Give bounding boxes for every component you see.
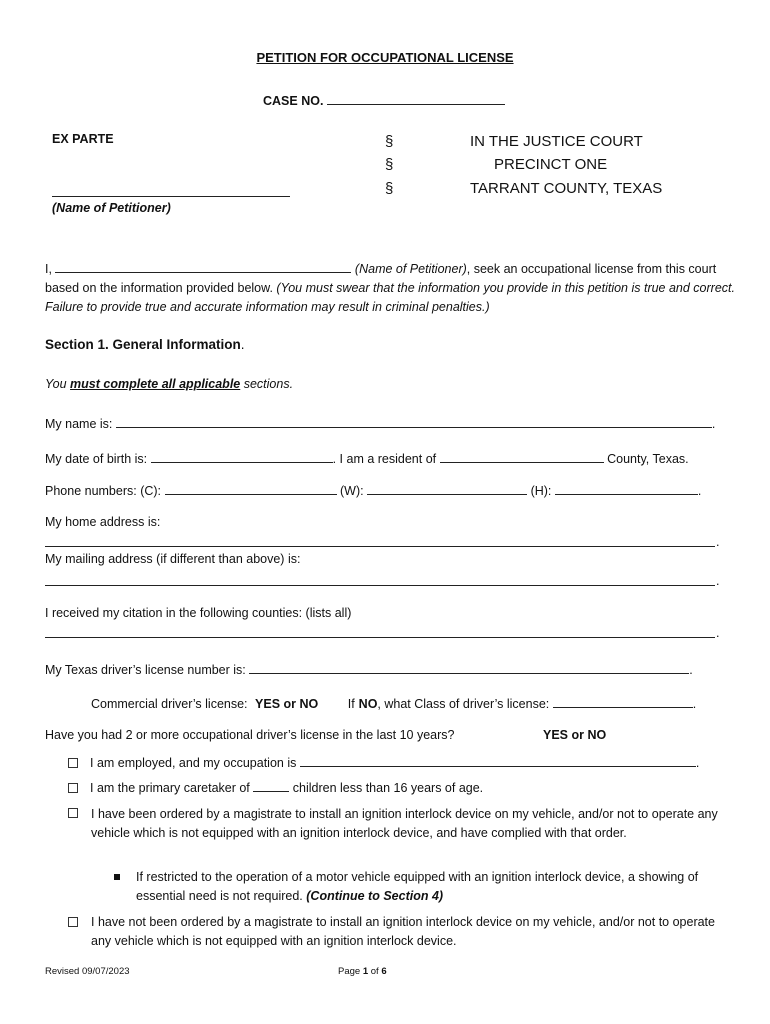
intro-seek-text: , seek an occupational license from this court based on the information provided below. [45,262,717,295]
name-row [45,415,715,431]
citation-period: . [716,626,720,640]
commercial-row [91,695,696,711]
phone-c-label: Phone numbers: (C): [45,484,162,498]
intro-name-field[interactable] [55,260,351,273]
page-total: 6 [381,966,387,977]
instr-must: must complete all applicable [70,377,241,391]
citation-label: I received my citation in the following counties: (lists all) [45,606,352,620]
caretaker-label-a: I am the primary caretaker of [90,781,250,795]
page-indicator [338,966,387,977]
petitioner-name-field[interactable] [52,186,290,197]
section-symbol-1: § [385,133,394,150]
dob-row [45,450,689,466]
caretaker-label-b: children less than 16 years of age. [292,781,484,795]
class-field[interactable] [553,695,693,708]
phone-work-field[interactable] [367,482,527,495]
square-bullet-icon [114,874,120,880]
section-1-instructions [45,377,293,391]
employed-checkbox[interactable] [68,758,78,768]
phone-period: . [697,484,702,498]
phone-row [45,482,701,498]
home-address-period: . [716,535,720,549]
children-count-field[interactable] [253,779,289,792]
if-label: If [347,697,355,711]
ordered-checkbox-wrap [68,806,90,820]
employed-label: I am employed, and my occupation is [90,756,297,770]
case-number-row [263,92,505,108]
no-label: NO [358,697,378,711]
phone-w-label: (W): [340,484,364,498]
ordered-label: I have been ordered by a magistrate to install an ignition interlock device on my vehicle, and/or not to operate any vehicle which is not equipped with an ignition interlock device, and have complied with that order. [91,807,718,840]
petitioner-name-caption: (Name of Petitioner) [52,201,171,215]
page-number: 1 [362,966,369,977]
dob-field[interactable] [151,450,333,463]
bullet-label: If restricted to the operation of a motor vehicle equipped with an ignition interlock device, a showing of essential need is not required. [136,870,699,903]
court-name: IN THE JUSTICE COURT [470,133,643,150]
page-of: of [370,966,379,977]
occupation-field[interactable] [300,754,696,767]
dl-period: . [689,663,693,677]
court-county: TARRANT COUNTY, TEXAS [470,180,663,197]
occupation-period: . [695,756,700,770]
court-precinct: PRECINCT ONE [494,156,608,173]
intro-swear-text: (You must swear that the information you provide in this petition is true and correct. Failure to provide true and accurate information may result in criminal penalties.) [45,281,735,314]
class-period: . [692,697,697,711]
name-label: My name is: [45,417,113,431]
intro-i: I, [45,262,52,276]
dl-field[interactable] [249,661,689,674]
employed-row [68,754,699,770]
citation-field[interactable] [45,637,715,638]
bullet-text [136,868,726,906]
home-address-label: My home address is: [45,515,161,529]
phone-home-field[interactable] [555,482,698,495]
instr-you: You [45,377,67,391]
page-label: Page [338,966,361,977]
county-texas-label: County, Texas. [607,452,689,466]
document-title: PETITION FOR OCCUPATIONAL LICENSE [256,50,514,65]
phone-h-label: (H): [530,484,552,498]
caretaker-checkbox[interactable] [68,783,78,793]
section-1-period: . [240,337,245,352]
not-ordered-checkbox-wrap [68,915,90,929]
dob-label: My date of birth is: [45,452,148,466]
continue-section-4: (Continue to Section 4) [306,889,444,903]
section-1-heading [45,337,245,352]
case-number-label: CASE NO. [263,94,324,108]
resident-label: . I am a resident of [332,452,437,466]
commercial-label: Commercial driver’s license: [91,697,248,711]
case-number-field[interactable] [327,92,505,105]
dl-row [45,661,693,677]
caretaker-row [68,779,483,795]
what-class-label: , what Class of driver’s license: [377,697,550,711]
two-or-more-yes-no[interactable]: YES or NO [543,728,607,742]
mailing-address-label: My mailing address (if different than above) is: [45,552,301,566]
instr-sections: sections. [243,377,294,391]
name-period: . [711,417,716,431]
mailing-address-period: . [716,574,720,588]
name-field[interactable] [116,415,712,428]
revised-date: Revised 09/07/2023 [45,966,130,977]
home-address-field[interactable] [45,546,715,547]
mailing-address-field[interactable] [45,585,715,586]
bullet-icon-wrap [114,870,134,884]
section-symbol-3: § [385,180,394,197]
commercial-yes-no[interactable]: YES or NO [255,697,319,711]
section-1-title: Section 1. General Information [45,337,241,352]
county-field[interactable] [440,450,604,463]
intro-name-label: (Name of Petitioner) [354,262,467,276]
ex-parte-label: EX PARTE [52,132,114,146]
section-symbol-2: § [385,156,394,173]
ordered-checkbox[interactable] [68,808,78,818]
not-ordered-label: I have not been ordered by a magistrate to install an ignition interlock device on my vehicle, and/or not to operate any vehicle which is not equipped with an ignition interlock device. [91,915,715,948]
not-ordered-checkbox[interactable] [68,917,78,927]
intro-paragraph [45,260,735,317]
dl-label: My Texas driver’s license number is: [45,663,246,677]
phone-cell-field[interactable] [165,482,337,495]
two-or-more-label: Have you had 2 or more occupational driver’s license in the last 10 years? [45,728,455,742]
